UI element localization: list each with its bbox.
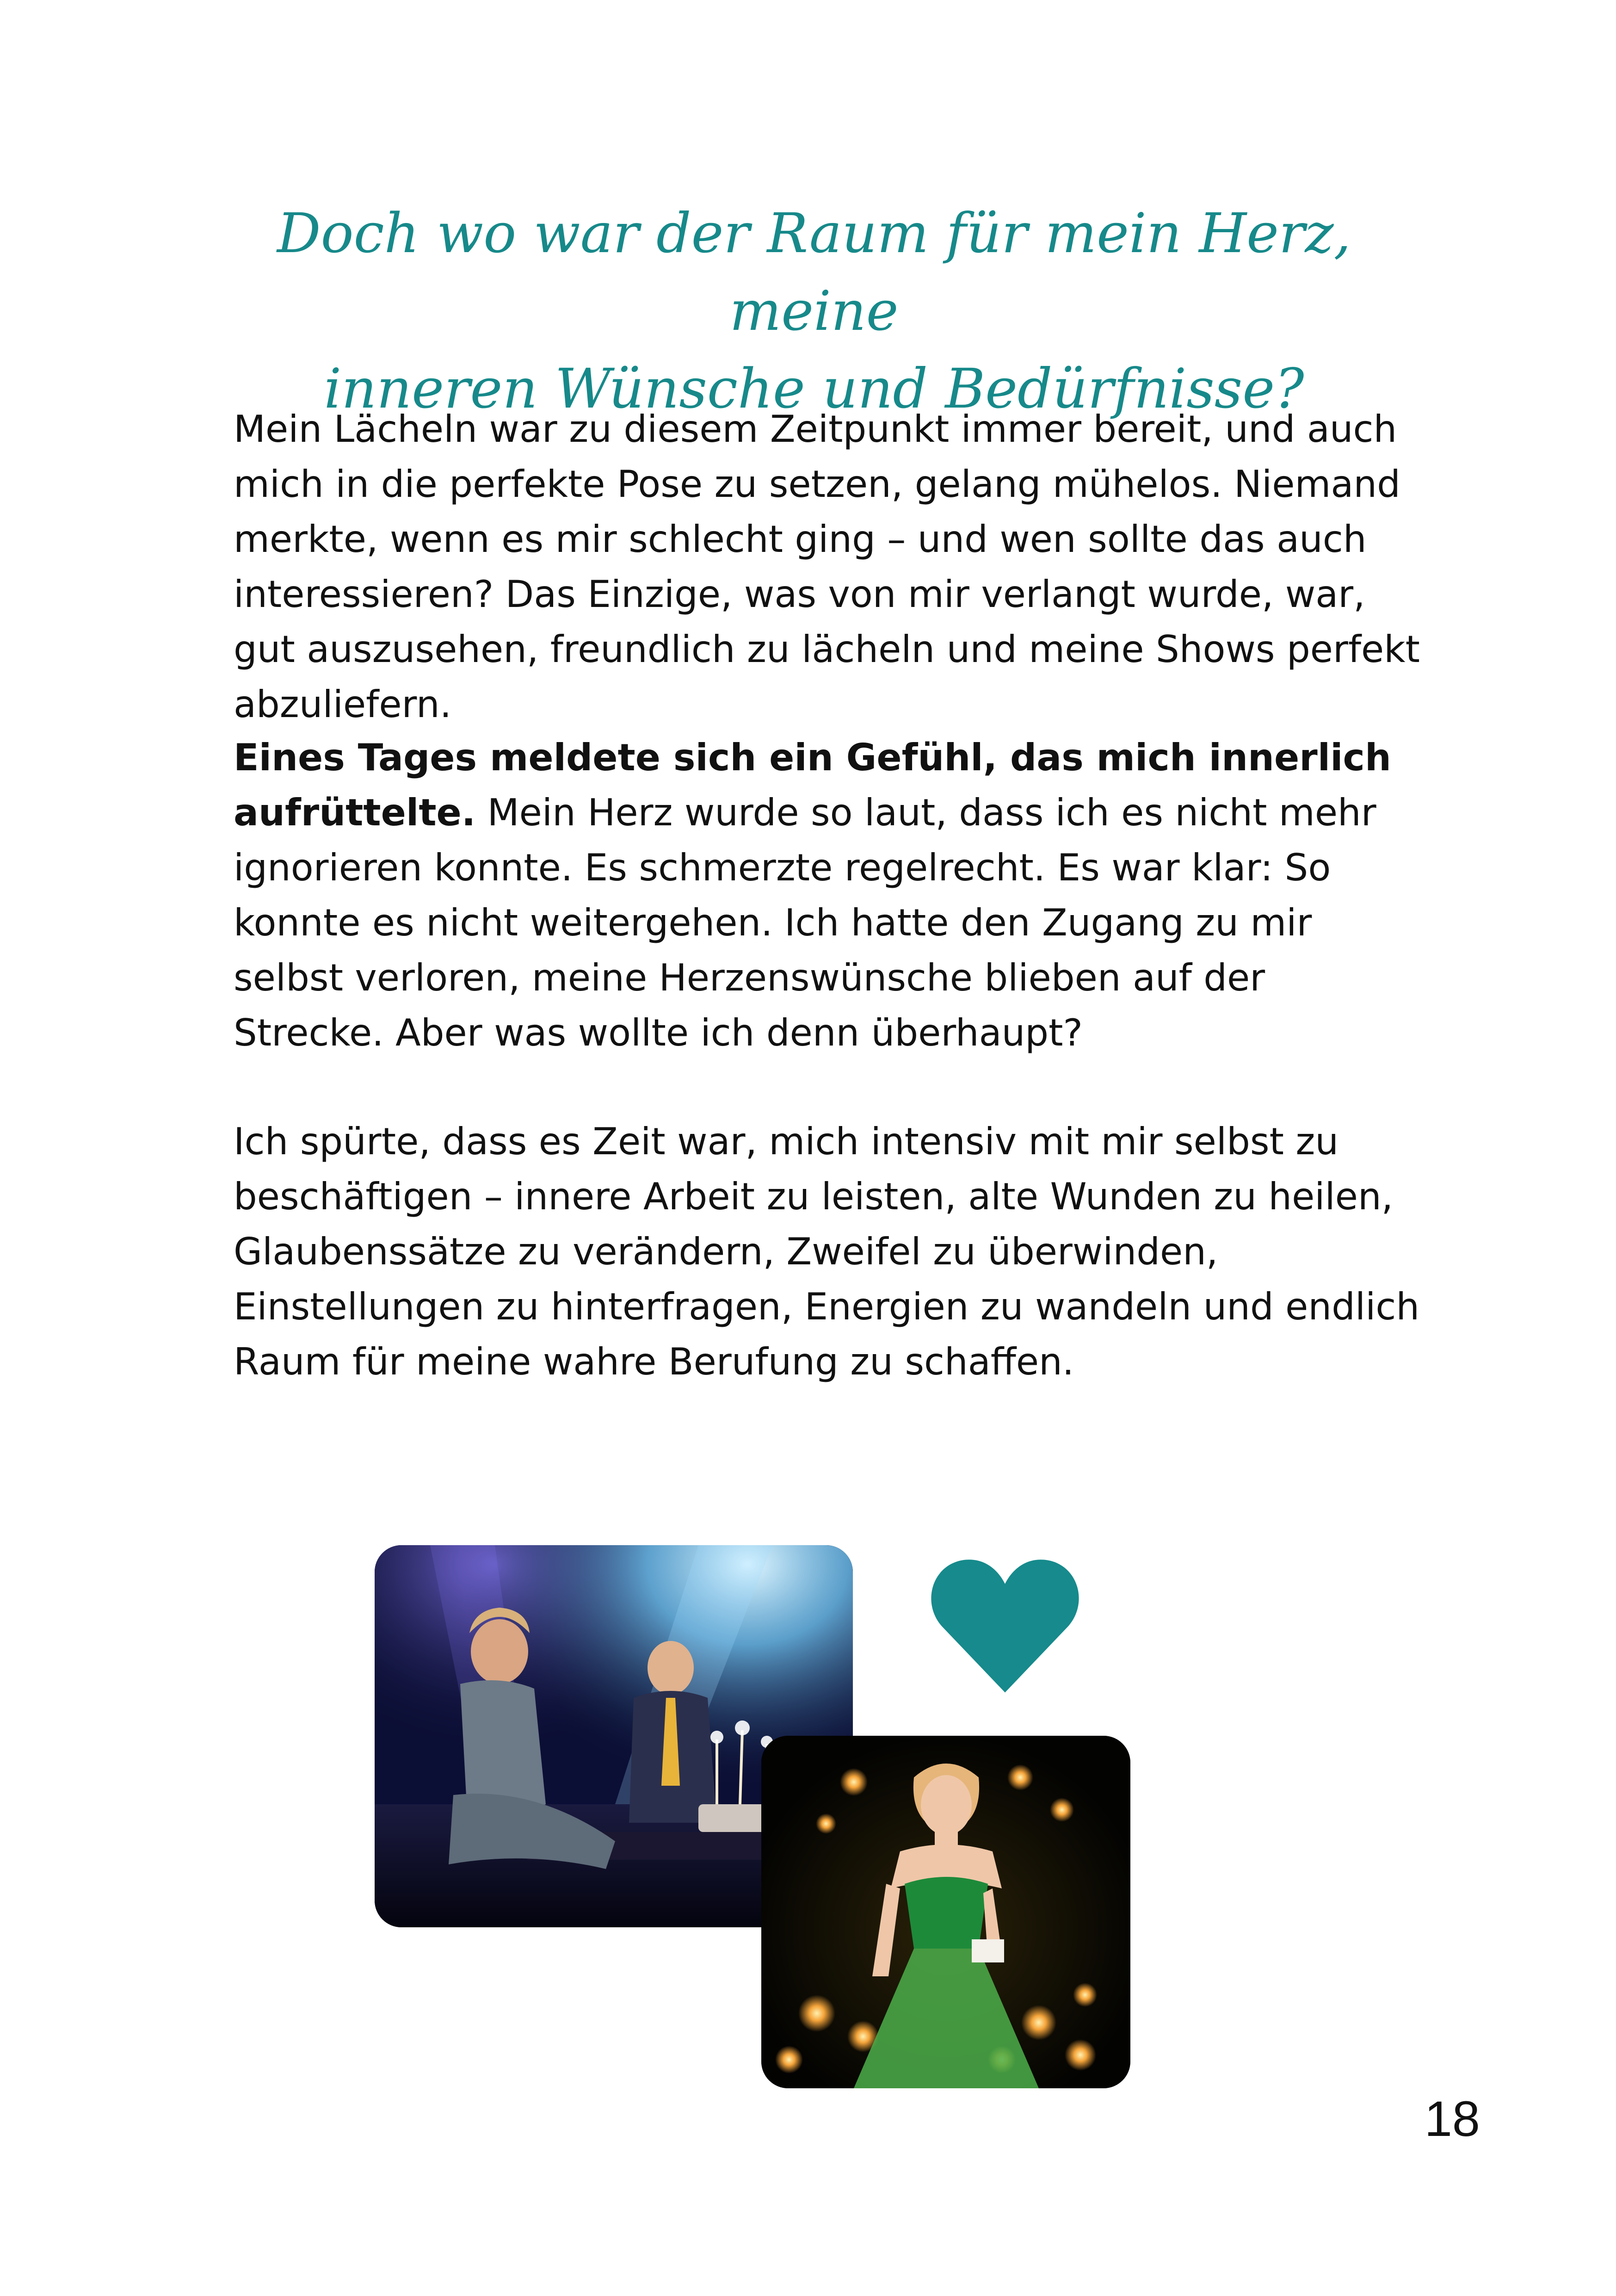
heart-icon	[930, 1557, 1080, 1696]
heading-line-2: inneren Wünsche und Bedürfnisse?	[324, 357, 1304, 421]
green-dress-photo-image	[761, 1736, 1130, 2088]
paragraph-2	[234, 730, 1427, 1060]
paragraph-1: Mein Lächeln war zu diesem Zeitpunkt immer bereit, und auch mich in die perfekte Pose zu setzen, gelang mühelos. Niemand merkte, wenn es mir schlecht ging – und wen sollte das auch interessieren? Das Einzige, was von mir verlangt wurde, war, gut auszusehen, freundlich zu lächeln und meine Shows perfekt abzuliefern.	[234, 408, 1420, 726]
heading-line-1: Doch wo war der Raum für mein Herz, meine	[277, 201, 1351, 343]
green-dress-photo	[761, 1736, 1130, 2088]
page-heading	[194, 194, 1434, 427]
paragraph-3: Ich spürte, dass es Zeit war, mich intensiv mit mir selbst zu beschäftigen – innere Arbeit zu leisten, alte Wunden zu heilen, Glaubenssätze zu verändern, Zweifel zu überwinden, Einstellungen zu hinterfragen, Energien zu wandeln und endlich Raum für meine wahre Berufung zu schaffen.	[234, 1120, 1420, 1383]
page-number: 18	[1424, 2091, 1480, 2147]
paragraph-2-text: Mein Herz wurde so laut, dass ich es nicht mehr ignorieren konnte. Es schmerzte regelrecht. Es war klar: So konnte es nicht weitergehen. Ich hatte den Zugang zu mir selbst verloren, meine Herzenswünsche blieben auf der Strecke. Aber was wollte ich denn überhaupt?	[234, 791, 1376, 1054]
paragraph-2-bold-lead: Eines Tages meldete sich ein Gefühl, das mich innerlich aufrüttelte.	[234, 736, 1391, 834]
